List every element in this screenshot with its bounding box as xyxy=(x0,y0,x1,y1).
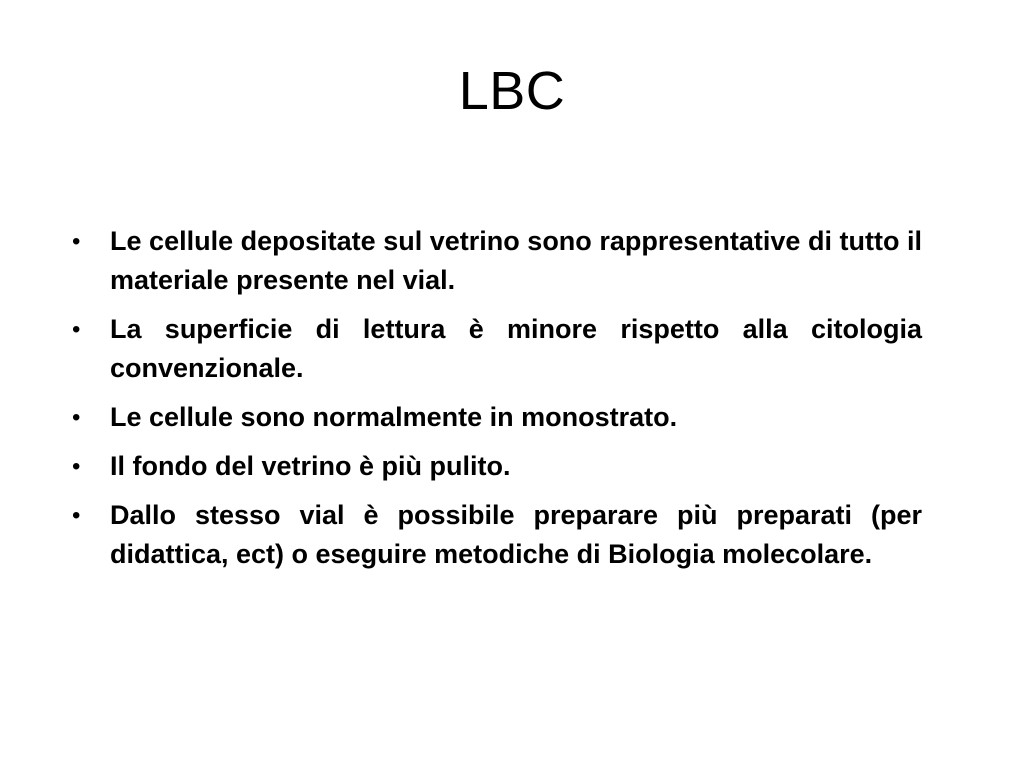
bullet-item xyxy=(72,222,922,300)
bullet-item xyxy=(72,496,922,574)
bullet-text: Le cellule sono normalmente in monostrato. xyxy=(110,402,678,432)
bullet-text: Il fondo del vetrino è più pulito. xyxy=(110,451,511,481)
bullet-item xyxy=(72,447,922,486)
bullet-text: La superficie di lettura è minore rispetto alla citologia convenzionale. xyxy=(110,314,922,383)
bullet-icon: • xyxy=(72,316,81,343)
bullet-text: Dallo stesso vial è possibile preparare più preparati (per didattica, ect) o eseguire metodiche di Biologia molecolare. xyxy=(110,500,922,569)
bullet-icon: • xyxy=(72,502,81,529)
bullet-icon: • xyxy=(72,228,81,255)
bullet-text: Le cellule depositate sul vetrino sono rappresentative di tutto il materiale presente nel vial. xyxy=(110,226,922,295)
bullet-icon: • xyxy=(72,404,81,431)
bullet-icon: • xyxy=(72,453,81,480)
bullet-list xyxy=(72,222,922,584)
slide-title: LBC xyxy=(458,61,566,121)
bullet-item xyxy=(72,310,922,388)
bullet-item xyxy=(72,398,922,437)
